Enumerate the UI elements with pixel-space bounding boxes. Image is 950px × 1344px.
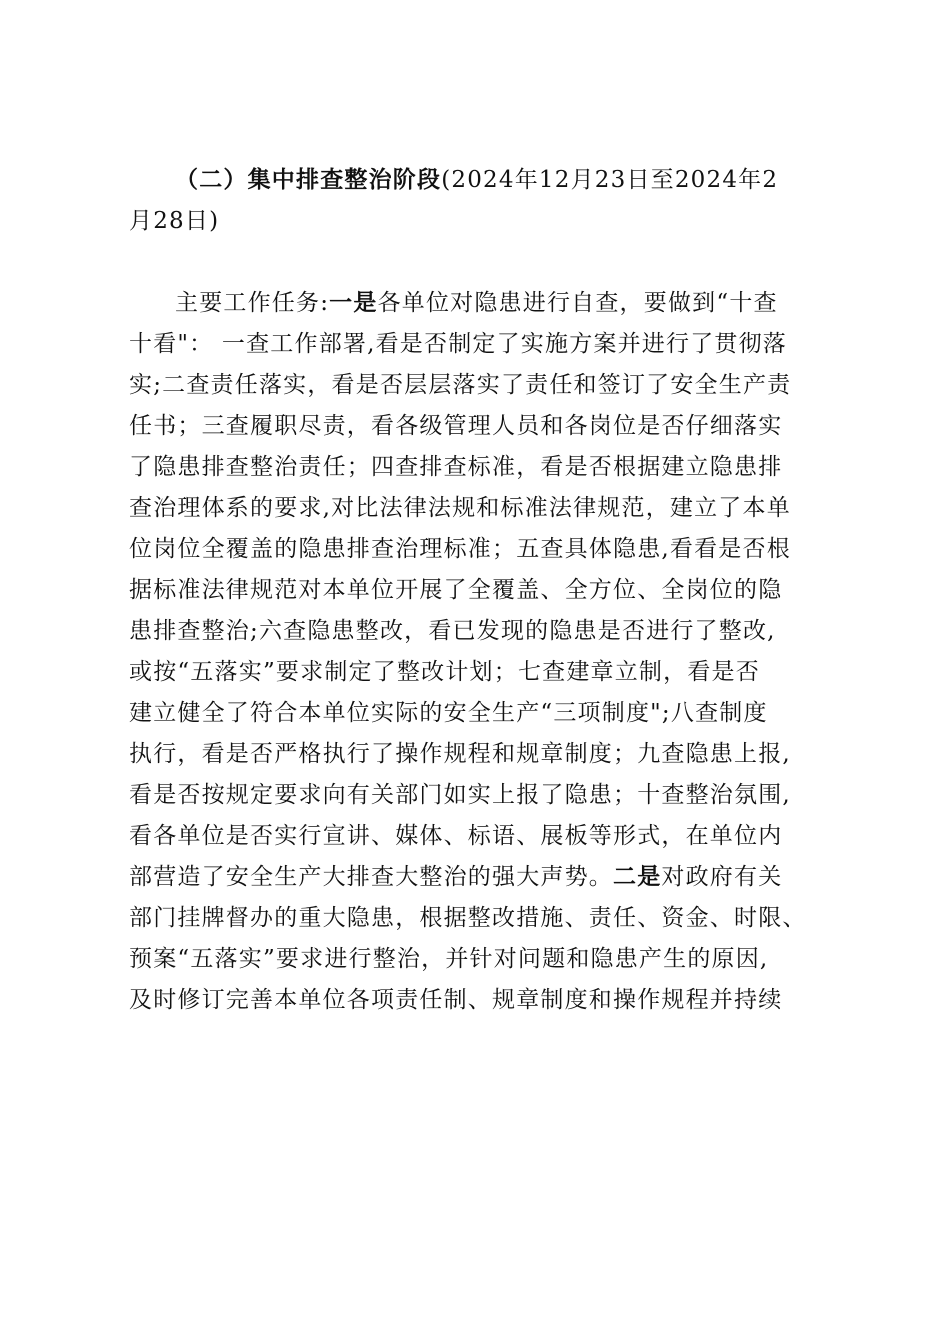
heading-line-1 xyxy=(129,160,831,201)
body-line: 位岗位全覆盖的隐患排查治理标准；五查具体隐患,看看是否根 xyxy=(129,536,791,562)
heading-date-range: (2024年12月23日至2024年2 xyxy=(441,167,779,193)
section-heading xyxy=(129,160,831,242)
body-line: 预案“五落实”要求进行整治，并针对问题和隐患产生的原因, xyxy=(129,946,769,972)
point-two-marker: 二是 xyxy=(613,864,662,890)
body-line: 及时修订完善本单位各项责任制、规章制度和操作规程并持续 xyxy=(129,987,783,1013)
body-line: 或按“五落实”要求制定了整改计划；七查建章立制，看是否 xyxy=(129,659,760,685)
body-line-1 xyxy=(129,283,831,324)
body-line: 看是否按规定要求向有关部门如实上报了隐患；十查整治氛围, xyxy=(129,782,791,808)
point-two-text: 对政府有关 xyxy=(661,864,783,890)
point-one-marker: 一是 xyxy=(329,290,378,316)
body-line: 建立健全了符合本单位实际的安全生产“三项制度";八查制度 xyxy=(129,700,768,726)
intro-label: 主要工作任务: xyxy=(175,290,330,316)
point-one-text: 各单位对隐患进行自查，要做到“十查 xyxy=(377,290,778,316)
heading-bold-title: （二）集中排查整治阶段 xyxy=(175,167,442,193)
body-line: 患排查整治;六查隐患整改，看已发现的隐患是否进行了整改, xyxy=(129,618,776,644)
body-line: 十看"： 一查工作部署,看是否制定了实施方案并进行了贯彻落 xyxy=(129,331,788,357)
body-line: 了隐患排查整治责任；四查排查标准，看是否根据建立隐患排 xyxy=(129,454,783,480)
body-line: 实;二查责任落实，看是否层层落实了责任和签订了安全生产责 xyxy=(129,372,792,398)
body-line: 部门挂牌督办的重大隐患，根据整改措施、责任、资金、时限、 xyxy=(129,905,807,931)
body-line-point-two xyxy=(129,857,831,898)
body-paragraph xyxy=(129,283,831,1021)
point-two-preceding-text: 部营造了安全生产大排查大整治的强大声势。 xyxy=(129,864,613,890)
body-line: 查治理体系的要求,对比法律法规和标准法律规范，建立了本单 xyxy=(129,495,791,521)
body-line: 看各单位是否实行宣讲、媒体、标语、展板等形式，在单位内 xyxy=(129,823,783,849)
body-line: 据标准法律规范对本单位开展了全覆盖、全方位、全岗位的隐 xyxy=(129,577,783,603)
body-line: 执行，看是否严格执行了操作规程和规章制度；九查隐患上报, xyxy=(129,741,791,767)
body-line: 任书；三查履职尽责，看各级管理人员和各岗位是否仔细落实 xyxy=(129,413,783,439)
heading-line-2: 月28日) xyxy=(129,208,220,234)
